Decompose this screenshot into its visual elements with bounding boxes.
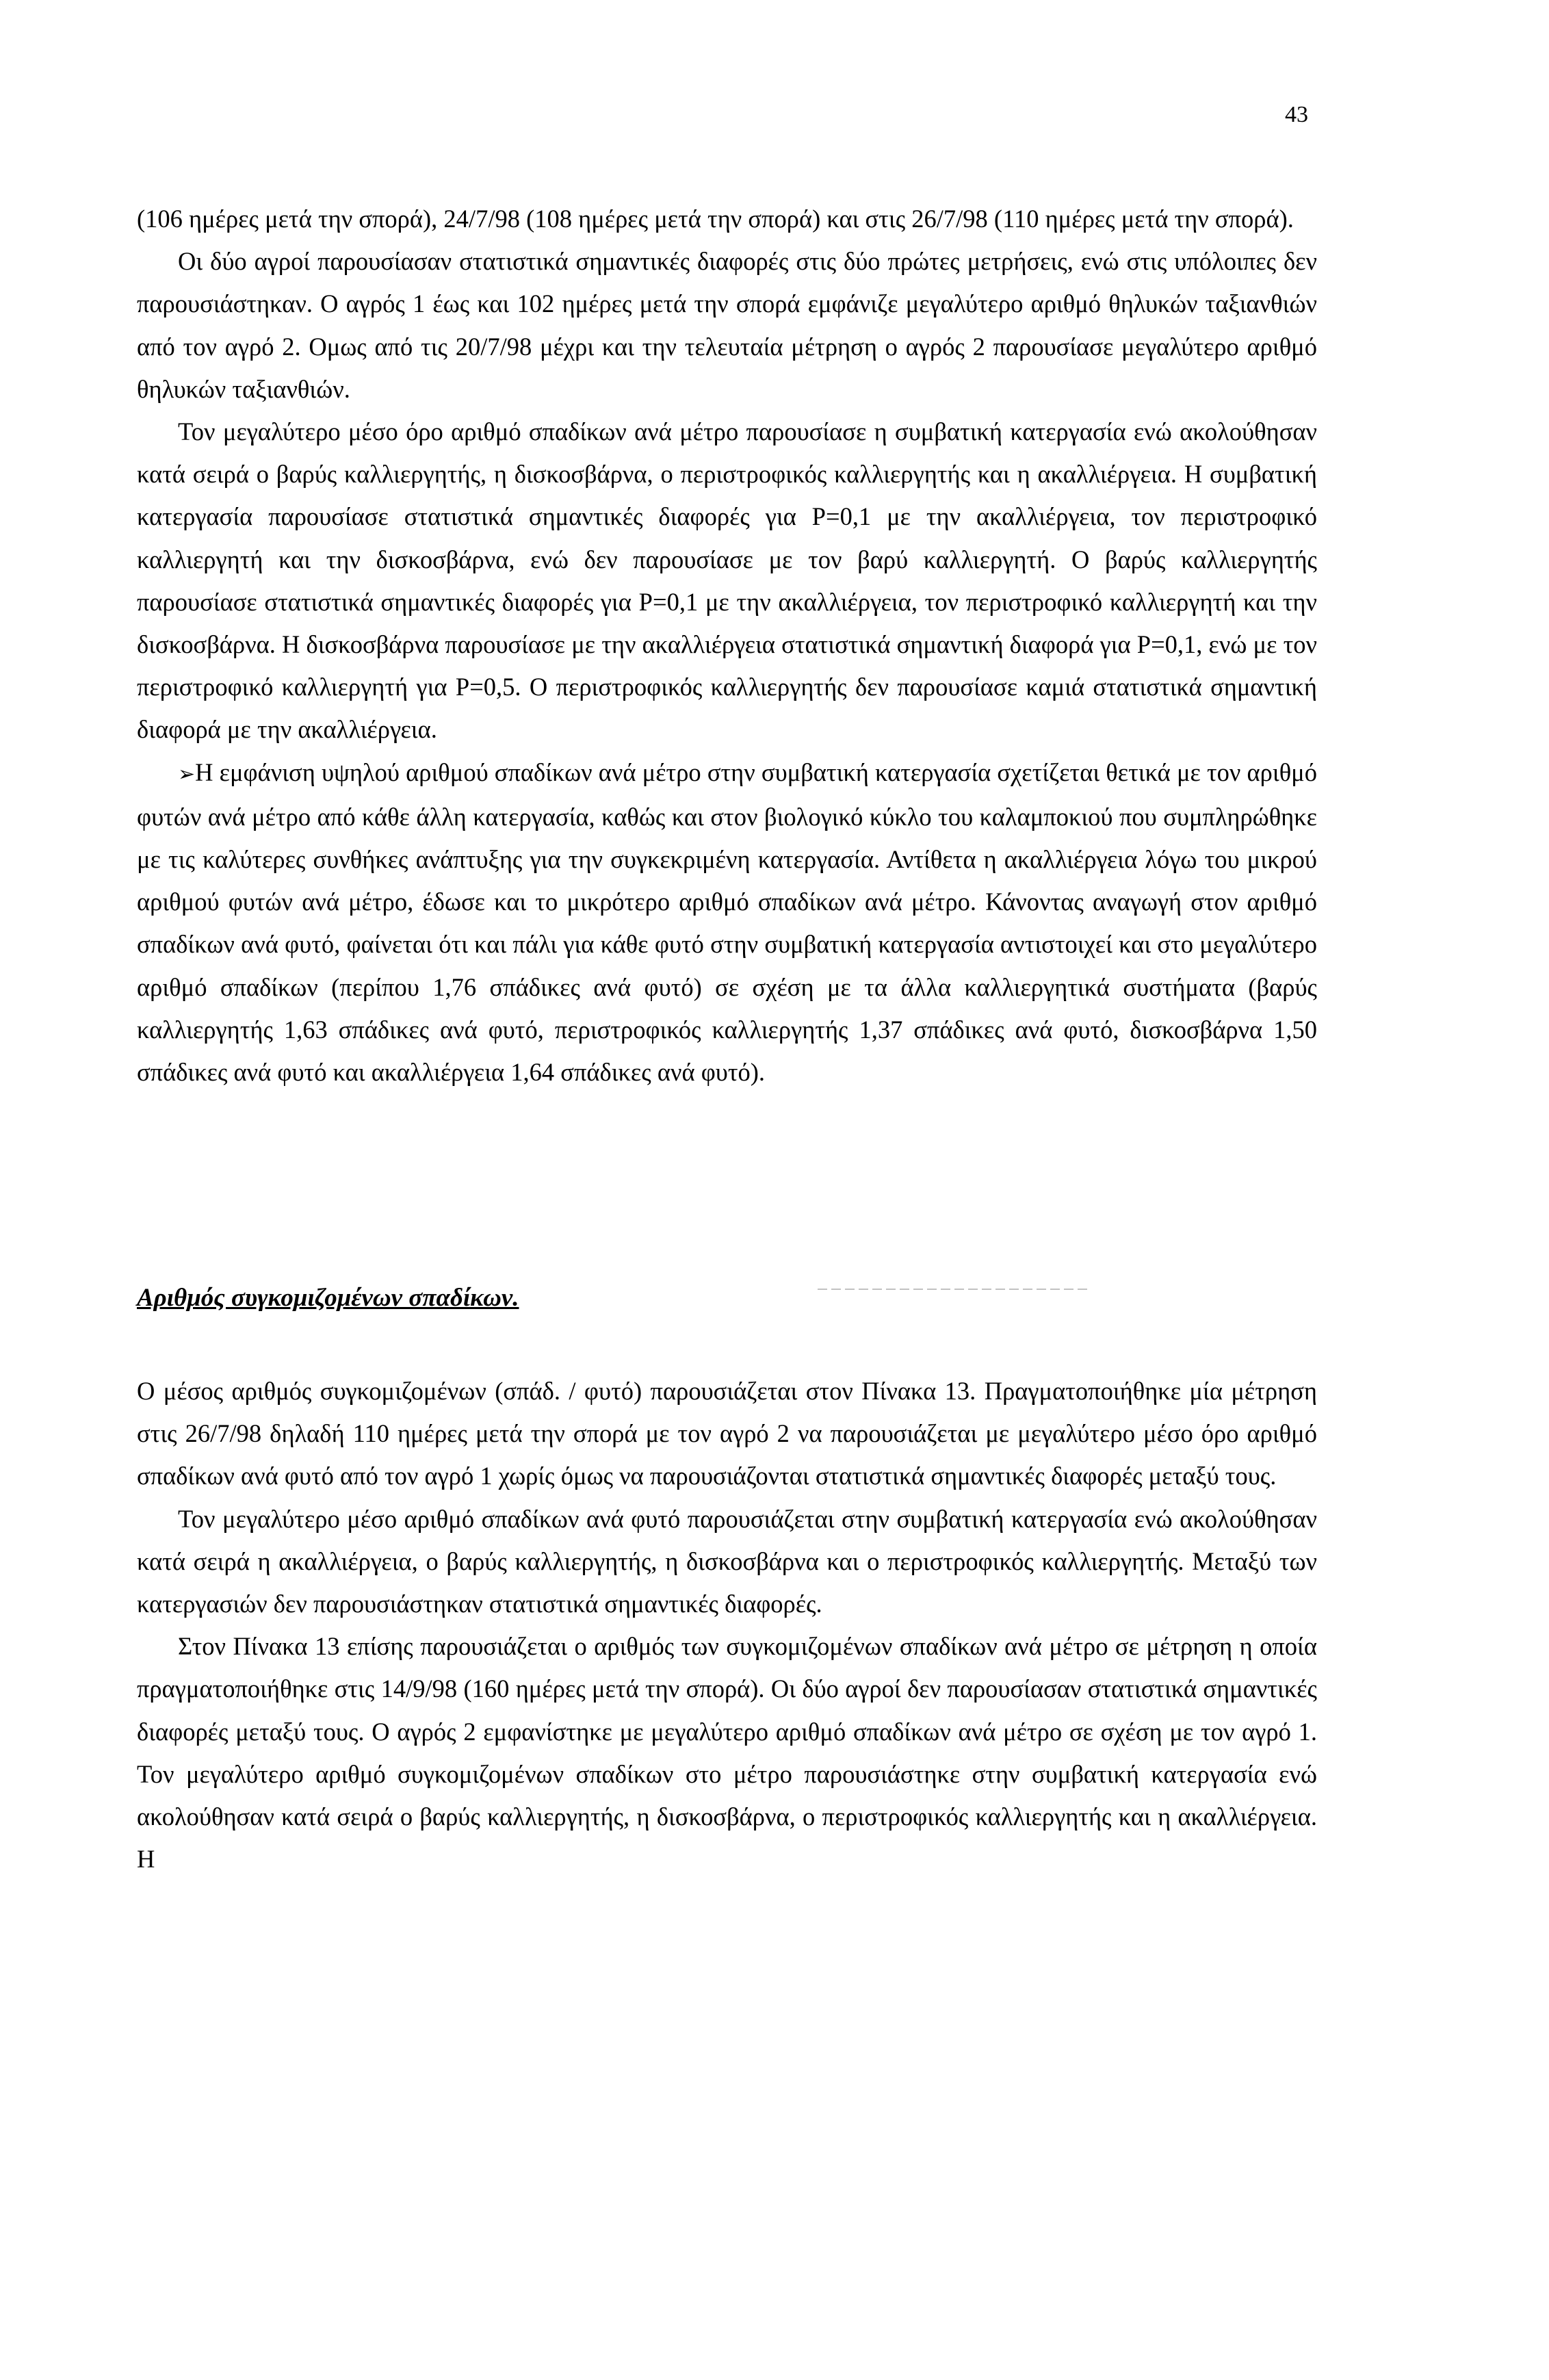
- paragraph-tillage-comparison: Τον μεγαλύτερο μέσο όρο αριθμό σπαδίκων ανά μέτρο παρουσίασε η συμβατική κατεργασία ενώ ακολούθησαν κατά σειρά ο βαρύς καλλιεργητής, η δισκοσβάρνα, ο περιστροφικός καλλιεργητής και η ακαλλιέργεια. Η συμβατική κατεργασία παρουσίασε στατιστικά σημαντικές διαφορές για P=0,1 με την ακαλλιέργεια, τον περιστροφικό καλλιεργητή και την δισκοσβάρνα, ενώ δεν παρουσίασε με τον βαρύ καλλιεργητή. Ο βαρύς καλλιεργητής παρουσίασε στατιστικά σημαντικές διαφορές για P=0,1 με την ακαλλιέργεια, τον περιστροφικό καλλιεργητή και την δισκοσβάρνα. Η δισκοσβάρνα παρουσίασε με την ακαλλιέργεια στατιστικά σημαντική διαφορά για P=0,1, ενώ με τον περιστροφικό καλλιεργητή για P=0,5. Ο περιστροφικός καλλιεργητής δεν παρουσίασε καμιά στατιστικά σημαντική διαφορά με την ακαλλιέργεια.: [137, 417, 1317, 744]
- page-number: 43: [1285, 102, 1308, 127]
- arrow-bullet-icon: ➢: [178, 762, 196, 786]
- paragraph-fields-comparison: Οι δύο αγροί παρουσίασαν στατιστικά σημαντικές διαφορές στις δύο πρώτες μετρήσεις, ενώ στις υπόλοιπες δεν παρουσιάστηκαν. Ο αγρός 1 έως και 102 ημέρες μετά την σπορά εμφάνιζε μεγαλύτερο αριθμό θηλυκών ταξιανθιών από τον αγρό 2. Ομως από τις 20/7/98 μέχρι και την τελευταία μέτρηση ο αγρός 2 παρουσίασε μεγαλύτερο αριθμό θηλυκών ταξιανθιών.: [137, 247, 1317, 403]
- paragraph-per-meter-harvested: Στον Πίνακα 13 επίσης παρουσιάζεται ο αριθμός των συγκομιζομένων σπαδίκων ανά μέτρο σε μέτρηση η οποία πραγματοποιήθηκε στις 14/9/98 (160 ημέρες μετά την σπορά). Οι δύο αγροί δεν παρουσίασαν στατιστικά σημαντικές διαφορές μεταξύ τους. Ο αγρός 2 εμφανίστηκε με μεγαλύτερο αριθμό σπαδίκων ανά μέτρο σε σχέση με τον αγρό 1. Τον μεγαλύτερο αριθμό συγκομιζομένων σπαδίκων στο μέτρο παρουσιάστηκε στην συμβατική κατεργασία ενώ ακολούθησαν κατά σειρά ο βαρύς καλλιεργητής, η δισκοσβάρνα, ο περιστροφικός καλλιεργητής και η ακαλλιέργεια. Η: [137, 1632, 1317, 1874]
- paragraph-mean-harvested: Ο μέσος αριθμός συγκομιζομένων (σπάδ. / φυτό) παρουσιάζεται στον Πίνακα 13. Πραγματοποιήθηκε μία μέτρηση στις 26/7/98 δηλαδή 110 ημέρες μετά την σπορά με τον αγρό 2 να παρουσιάζεται με μεγαλύτερο μέσο όρο αριθμό σπαδίκων ανά φυτό από τον αγρό 1 χωρίς όμως να παρουσιάζονται στατιστικά σημαντικές διαφορές μεταξύ τους.: [137, 1377, 1317, 1490]
- section-heading: Αριθμός συγκομιζομένων σπαδίκων.: [137, 1284, 519, 1312]
- paragraph-treatment-ranking: Τον μεγαλύτερο μέσο αριθμό σπαδίκων ανά φυτό παρουσιάζεται στην συμβατική κατεργασία ενώ ακολούθησαν κατά σειρά η ακαλλιέργεια, ο βαρύς καλλιεργητής, η δισκοσβάρνα και ο περιστροφικός καλλιεργητής. Μεταξύ των κατεργασιών δεν παρουσιάστηκαν στατιστικά σημαντικές διαφορές.: [137, 1504, 1317, 1618]
- section-heading-wrap: [137, 1277, 1317, 1319]
- paragraph-bullet-conclusion: [137, 751, 1317, 1094]
- scan-artifact-line: [818, 1289, 1091, 1290]
- body-section-2: [137, 1370, 1317, 1880]
- bullet-text: Η εμφάνιση υψηλού αριθμού σπαδίκων ανά μέτρο στην συμβατική κατεργασία σχετίζεται θετικά με τον αριθμό φυτών ανά μέτρο από κάθε άλλη κατεργασία, καθώς και στον βιολογικό κύκλο του καλαμποκιού που συμπληρώθηκε με τις καλύτερες συνθήκες ανάπτυξης για την συγκεκριμένη κατεργασία. Αντίθετα η ακαλλιέργεια λόγω του μικρού αριθμού φυτών ανά μέτρο, έδωσε και το μικρότερο αριθμό σπαδίκων ανά μέτρο. Κάνοντας αναγωγή στον αριθμό σπαδίκων ανά φυτό, φαίνεται ότι και πάλι για κάθε φυτό στην συμβατική κατεργασία αντιστοιχεί και στο μεγαλύτερο αριθμό σπαδίκων (περίπου 1,76 σπάδικες ανά φυτό) σε σχέση με τα άλλα καλλιεργητικά συστήματα (βαρύς καλλιεργητής 1,63 σπάδικες ανά φυτό, περιστροφικός καλλιεργητής 1,37 σπάδικες ανά φυτό, δισκοσβάρνα 1,50 σπάδικες ανά φυτό και ακαλλιέργεια 1,64 σπάδικες ανά φυτό).: [137, 758, 1317, 1087]
- body-section-1: [137, 198, 1317, 1094]
- paragraph-continuation: (106 ημέρες μετά την σπορά), 24/7/98 (108 ημέρες μετά την σπορά) και στις 26/7/98 (110 ημέρες μετά την σπορά).: [137, 205, 1294, 233]
